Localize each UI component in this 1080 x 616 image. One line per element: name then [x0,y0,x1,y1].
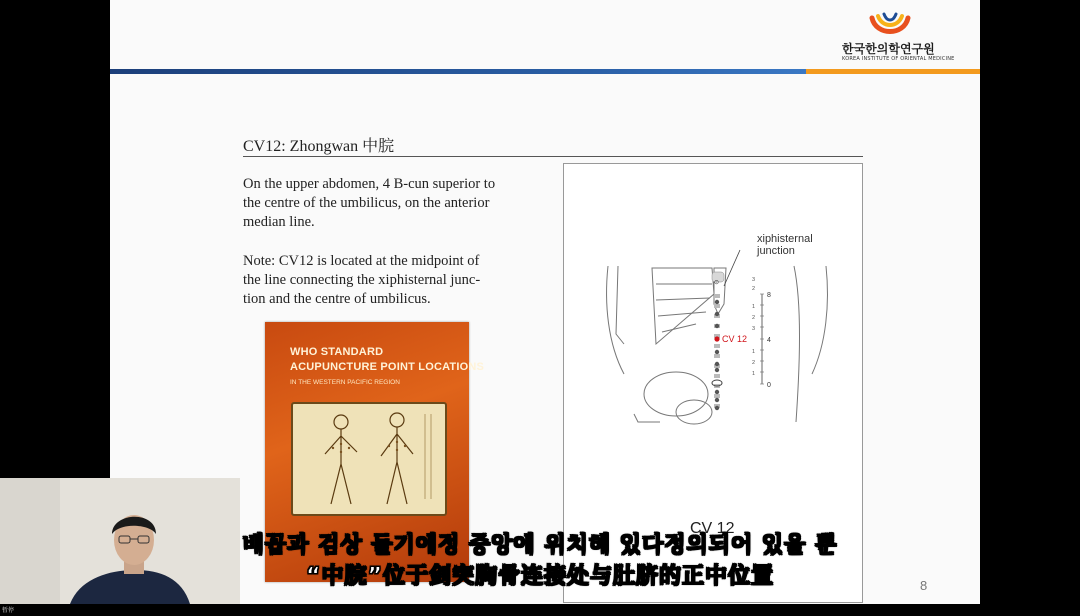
scale-label: 0 [767,382,771,389]
presentation-slide [110,0,980,604]
navel-symbol-icon: ⊙ [714,280,720,286]
logo-name: 한국한의학연구원 [842,42,935,56]
acupuncture-figures-image [293,404,445,514]
note-text [243,252,543,309]
logo-icon [868,10,912,38]
fraction-label: 1 [752,371,756,377]
header-bar [110,69,980,74]
cv12-label: CV 12 [722,334,748,344]
title-divider [243,156,863,157]
scroll-illustration [291,402,447,516]
slide-title: CV12: Zhongwan 中脘 [243,138,395,155]
fraction-label: 2 [752,360,756,366]
fraction-label: 1 [752,349,756,355]
cv12-point [714,336,719,341]
fraction-label: 2 [752,286,756,292]
note-line: tion and the centre of umbilicus. [243,291,431,307]
page-number: 8 [920,578,928,593]
description-line: On the upper abdomen, 4 B-cun superior to [243,176,496,192]
cun-scale [752,277,771,389]
fraction-label: 1 [752,304,756,310]
book-subtitle: IN THE WESTERN PACIFIC REGION [290,379,400,386]
fraction-label: 3 [752,326,756,332]
logo-subtitle: KOREA INSTITUTE OF ORIENTAL MEDICINE [842,56,955,62]
scale-label: 8 [767,292,771,299]
description-line: median line. [243,214,315,230]
book-title-line: WHO STANDARD [290,346,384,358]
xiphisternal-label: xiphisternal [757,233,813,245]
fraction-label: 2 [752,315,756,321]
participant-name-label: 暂停 [2,607,15,614]
scale-label: 4 [767,337,771,344]
subtitle-chinese: “中脘”位于剑突胸骨连接处与肚脐的正中位置 [306,564,774,589]
junction-label: junction [757,245,795,257]
description-text [243,175,543,232]
fraction-label: 3 [752,277,756,283]
figure-caption: CV 12 [690,520,735,537]
subtitle-korean: 배꼽과 검상 돌기에정 중앙에 위치해 있다정의되어 있을 뿐 [242,533,838,558]
description-line: the centre of the umbilicus, on the anterior [243,195,490,211]
note-line: the line connecting the xiphisternal junc- [243,272,481,288]
kiom-logo [828,10,958,65]
book-title-line: ACUPUNCTURE POINT LOCATIONS [290,361,485,373]
note-line: Note: CV12 is located at the midpoint of [243,253,480,269]
